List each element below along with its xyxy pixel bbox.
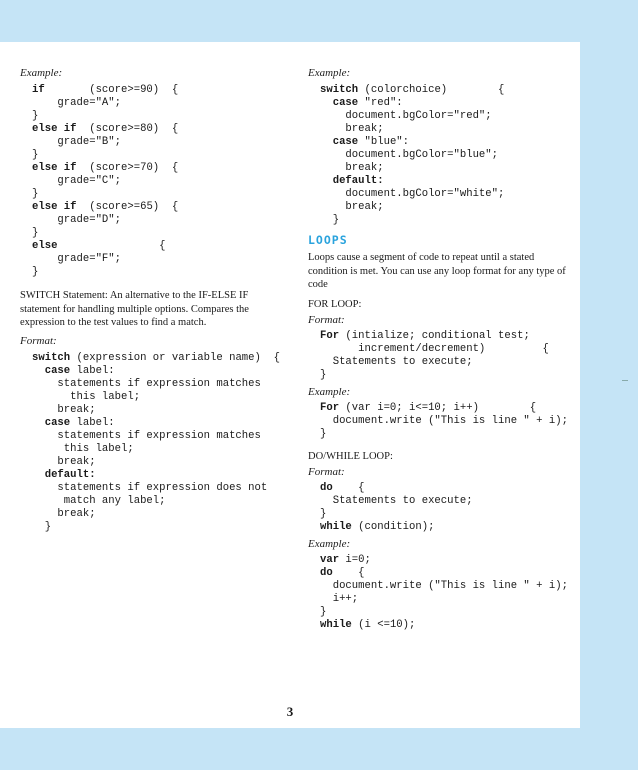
left-column <box>20 66 290 534</box>
code-keyword: if <box>32 84 45 96</box>
code-keyword: switch <box>32 351 71 364</box>
code-keyword: For <box>320 401 340 414</box>
for-format-code-block: For (intialize; conditional test; increment/decrement) { Statements to execute; } <box>320 329 549 381</box>
if-else-code-block: if (score>=90) { grade="A"; } else if (score>=80) { grade="B"; } else if (score>=70) { grade="C"; } else if (score>=65) { grade="D"; } else { grade="F"; } <box>32 84 179 278</box>
for-example-code-block: For (var i=0; i<=10; i++) { document.write ("This is line " + i); } <box>320 401 568 440</box>
code-keyword: do <box>320 481 333 494</box>
dowhile-format-caption: Format: <box>308 465 345 478</box>
code-keyword: case <box>332 136 359 148</box>
code-keyword: while <box>320 520 352 533</box>
switch-format-code-block: switch (expression or variable name) { case label: statements if expression matches this label; break; case label: statements if expression matches this label; break; default: statements if expression does not match any label; break; } <box>32 351 280 533</box>
margin-mark <box>622 380 628 381</box>
dowhile-loop-title: DO/WHILE LOOP: <box>308 450 393 462</box>
code-keyword: else <box>32 240 58 252</box>
switch-title: SWITCH <box>20 290 61 301</box>
page-number: 3 <box>286 704 294 719</box>
for-loop-title: FOR LOOP: <box>308 298 362 310</box>
switch-example-code-block: switch (colorchoice) { case "red": document.bgColor="red"; break; case "blue": document.bgColor="blue"; break; default: document.bgColor="white"; break; } <box>320 84 505 226</box>
code-keyword: switch <box>320 84 359 96</box>
switch-format-caption: Format: <box>20 334 57 347</box>
if-example-caption: Example: <box>20 67 63 79</box>
code-keyword: else if <box>32 162 77 174</box>
code-keyword: case <box>44 364 71 377</box>
code-keyword: default: <box>332 175 384 187</box>
loops-description: Loops cause a segment of code to repeat until a stated condition is met. You can use any loop format for any type of code <box>308 252 566 290</box>
dowhile-example-code-block: var i=0; do { document.write ("This is line " + i); i++; } while (i <=10); <box>320 553 568 631</box>
switch-example-caption: Example: <box>308 67 351 79</box>
right-column <box>308 66 573 632</box>
for-format-caption: Format: <box>308 313 345 326</box>
code-keyword: while <box>320 618 352 631</box>
loops-heading: LOOPS <box>308 233 348 247</box>
dowhile-example-caption: Example: <box>308 537 351 550</box>
code-keyword: var <box>320 553 340 566</box>
switch-description <box>20 289 290 330</box>
code-keyword: case <box>44 416 71 429</box>
code-keyword: case <box>332 97 359 109</box>
code-keyword: default: <box>44 468 96 481</box>
dowhile-format-code-block: do { Statements to execute; } while (condition); <box>320 481 473 533</box>
code-keyword: else if <box>32 123 77 135</box>
code-keyword: do <box>320 566 333 579</box>
code-keyword: For <box>320 329 340 342</box>
for-example-caption: Example: <box>308 385 351 398</box>
switch-description-text: Statement: An alternative to the IF-ELSE IF statement for handling multiple options. Compares the expression to the test values to find a match. <box>20 290 249 328</box>
code-keyword: else if <box>32 201 77 213</box>
